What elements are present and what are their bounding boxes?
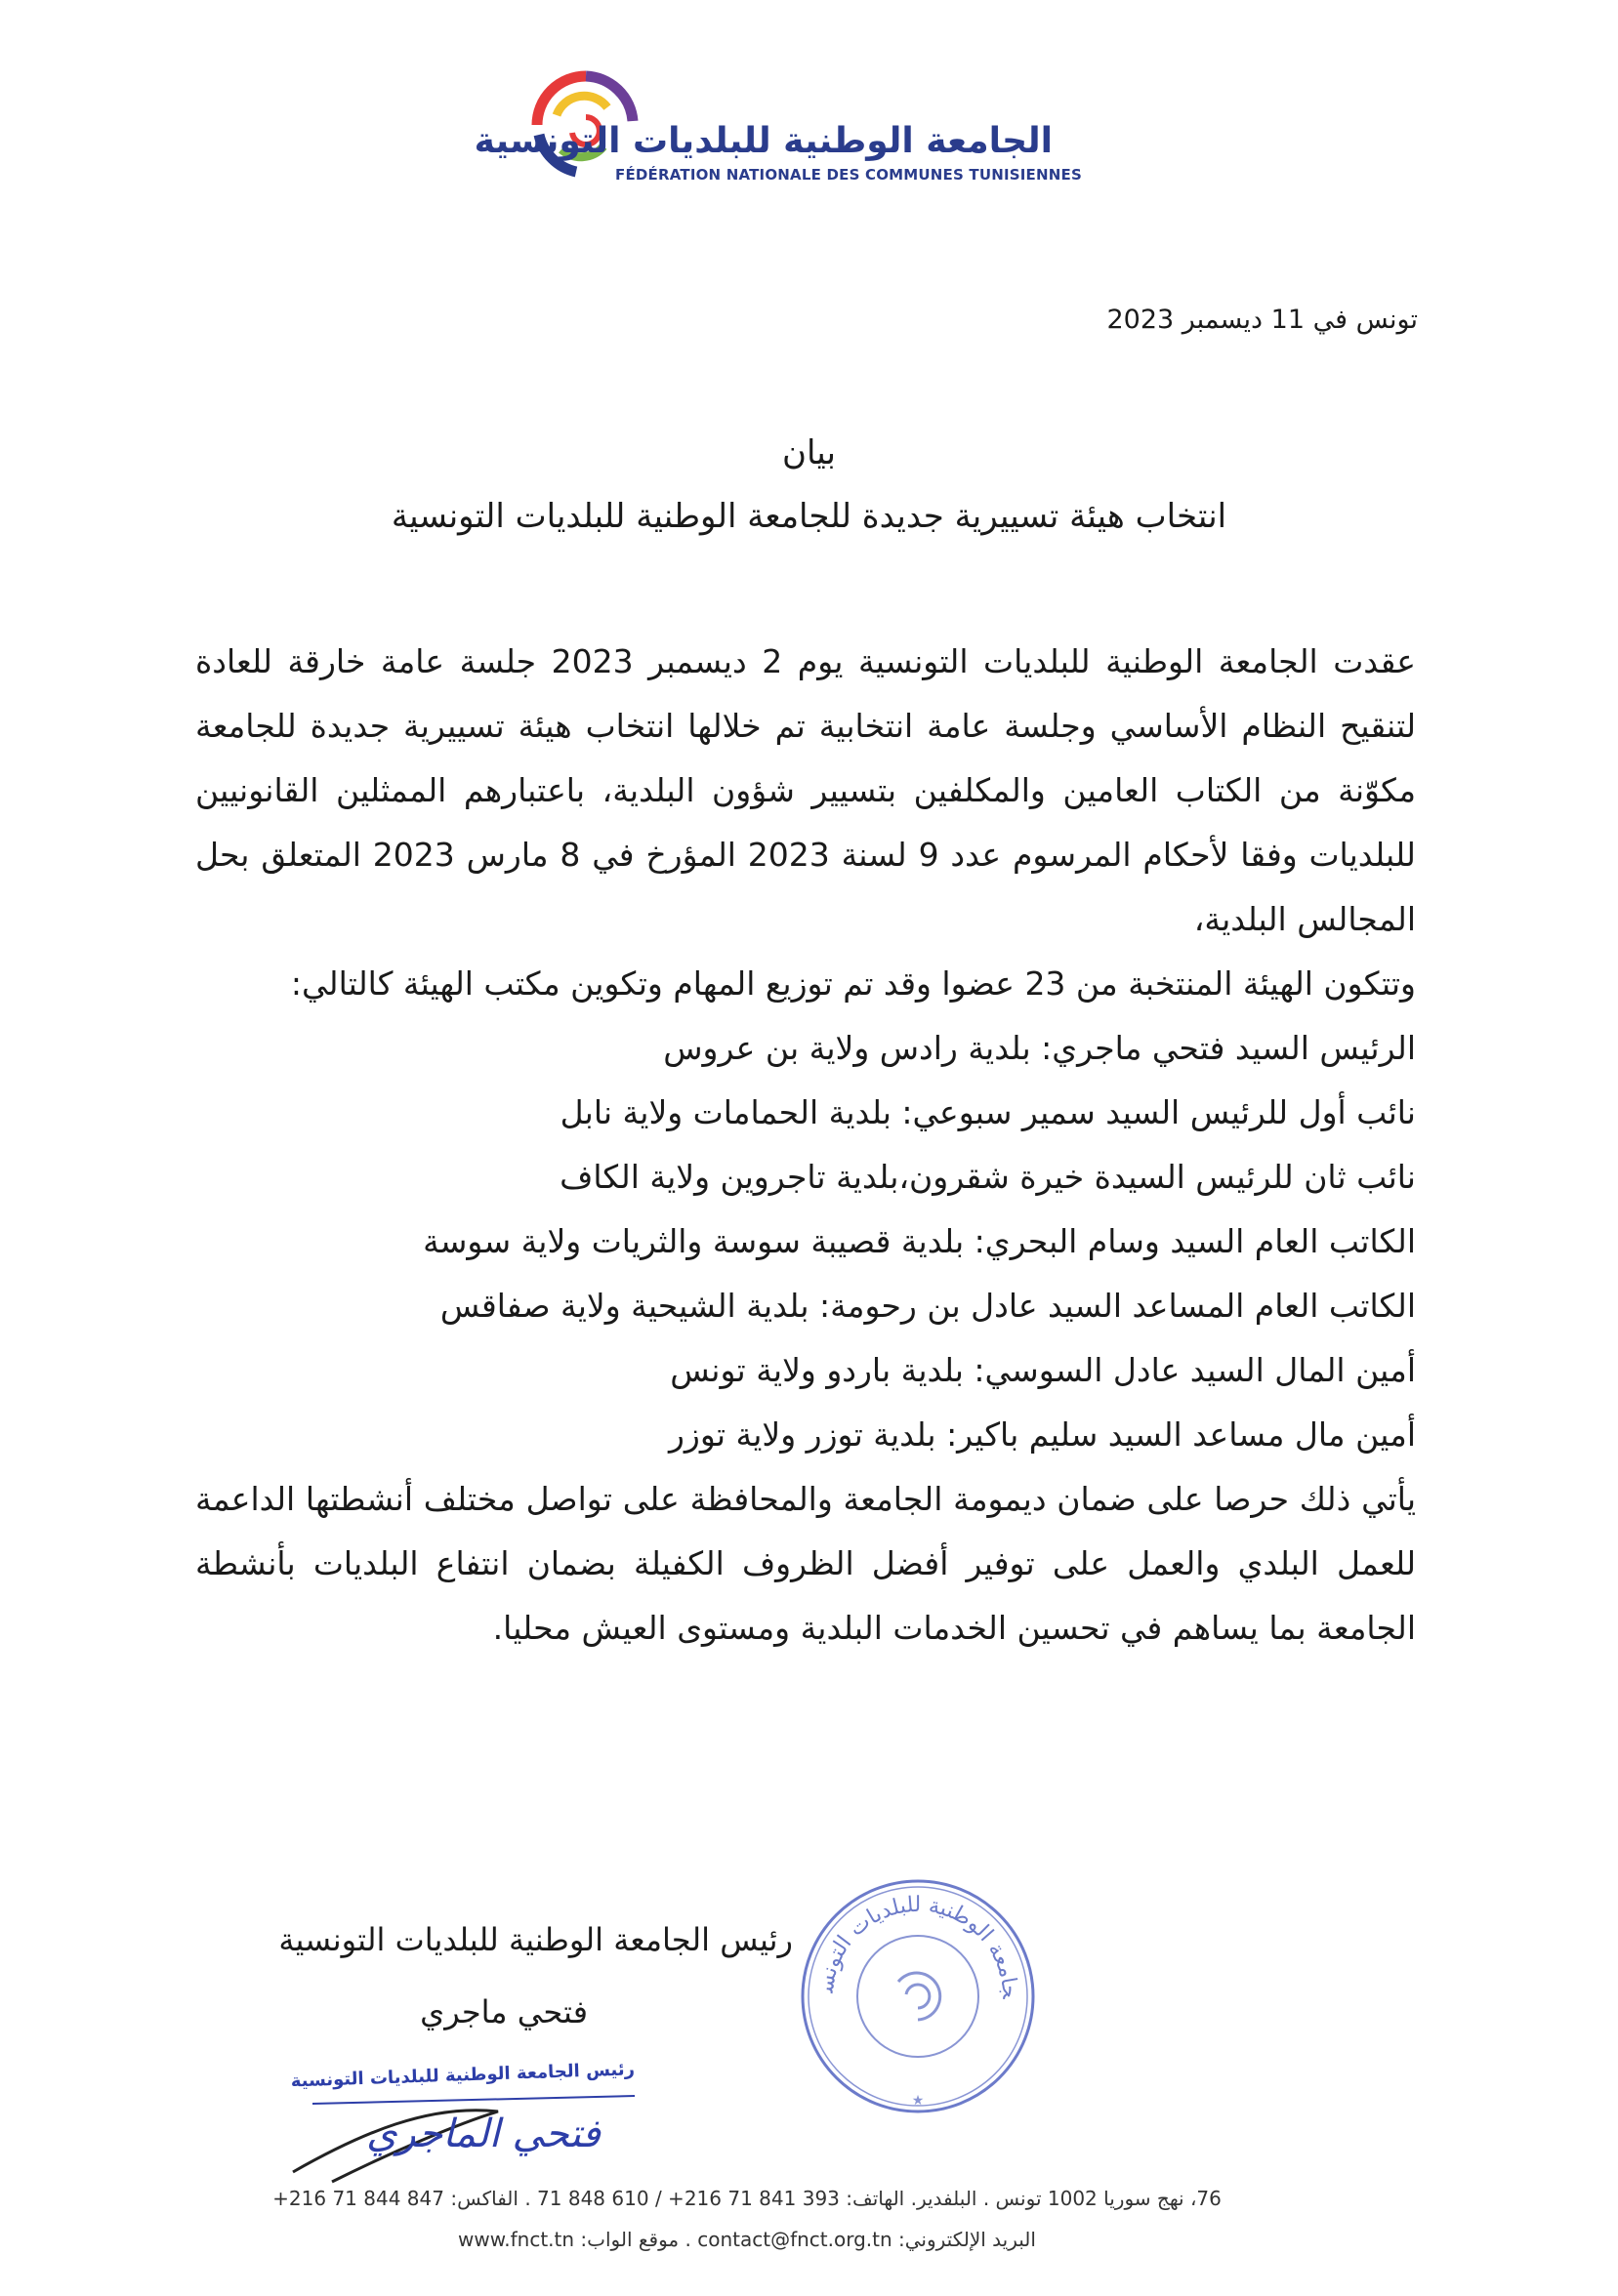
member-line: الرئيس السيد فتحي ماجري: بلدية رادس ولاية بن عروس xyxy=(663,1029,1416,1067)
member-line: أمين المال السيد عادل السوسي: بلدية باردو ولاية تونس xyxy=(670,1351,1416,1389)
paragraph-composition: وتتكون الهيئة المنتخبة من 23 عضوا وقد تم توزيع المهام وتكوين مكتب الهيئة كالتالي: xyxy=(290,964,1416,1003)
footer-address: 76، نهج سوريا 1002 تونس . البلفدير. الهاتف: 393 841 71 216+ / 610 848 71 . الفاكس: 847 844 71 216+ xyxy=(272,2187,1222,2210)
document-date: تونس في 11 ديسمبر 2023 xyxy=(1106,305,1418,335)
statement-body xyxy=(195,630,1416,1660)
letterhead-logo xyxy=(474,57,1082,193)
official-seal xyxy=(796,1874,1040,2118)
logo-arabic-text: الجامعة الوطنية للبلديات التونسية xyxy=(474,121,1053,161)
document-title: بيان xyxy=(781,433,837,472)
handwritten-signature: فتحي الماجري xyxy=(366,2112,601,2156)
member-line: نائب أول للرئيس السيد سمير سبوعي: بلدية الحمامات ولاية نابل xyxy=(560,1093,1416,1131)
footer-contact: البريد الإلكتروني: contact@fnct.org.tn . موقع الواب: www.fnct.tn xyxy=(458,2228,1036,2251)
member-line: أمين مال مساعد السيد سليم باكير: بلدية توزر ولاية توزر xyxy=(668,1415,1416,1454)
seal-stamp-icon xyxy=(796,1874,1040,2118)
paragraph-conclusion: يأتي ذلك حرصا على ضمان ديمومة الجامعة والمحافظة على تواصل مختلف أنشطتها الداعمة للعمل البلدي والعمل على توفير أفضل الظروف الكفيلة بضمان انتفاع البلديات بأنشطة الجامعة بما يساهم في تحسين الخدمات البلدية ومستوى العيش محليا. xyxy=(195,1480,1416,1647)
signatory-title: رئيس الجامعة الوطنية للبلديات التونسية xyxy=(278,1921,793,1958)
paragraph-intro: عقدت الجامعة الوطنية للبلديات التونسية يوم 2 ديسمبر 2023 جلسة عامة خارقة للعادة لتنقيح النظام الأساسي وجلسة عامة انتخابية تم خلالها انتخاب هيئة تسييرية جديدة للجامعة مكوّنة من الكتاب العامين والمكلفين بتسيير شؤون البلدية، باعتبارهم الممثلين القانونيين للبلديات وفقا لأحكام المرسوم عدد 9 لسنة 2023 المؤرخ في 8 مارس 2023 المتعلق بحل المجالس البلدية، xyxy=(195,642,1416,938)
logo-french-text: FÉDÉRATION NATIONALE DES COMMUNES TUNISIENNES xyxy=(615,166,1082,184)
member-line: الكاتب العام المساعد السيد عادل بن رحومة: بلدية الشيحية ولاية صفاقس xyxy=(439,1287,1416,1325)
signatory-name: فتحي ماجري xyxy=(420,1993,588,2030)
signature-stamp xyxy=(273,2035,723,2201)
member-line: نائب ثان للرئيس السيدة خيرة شقرون،بلدية تاجروين ولاية الكاف xyxy=(560,1158,1416,1196)
member-line: الكاتب العام السيد وسام البحري: بلدية قصيبة سوسة والثريات ولاية سوسة xyxy=(423,1222,1416,1260)
seal-text: جامعة الوطنية للبلديات التونس xyxy=(813,1892,1022,2000)
stamp-text: رئيس الجامعة الوطنية للبلديات التونسية xyxy=(290,2059,636,2092)
document-subtitle: انتخاب هيئة تسييرية جديدة للجامعة الوطنية للبلديات التونسية xyxy=(391,497,1227,536)
svg-text:★: ★ xyxy=(911,2093,925,2109)
